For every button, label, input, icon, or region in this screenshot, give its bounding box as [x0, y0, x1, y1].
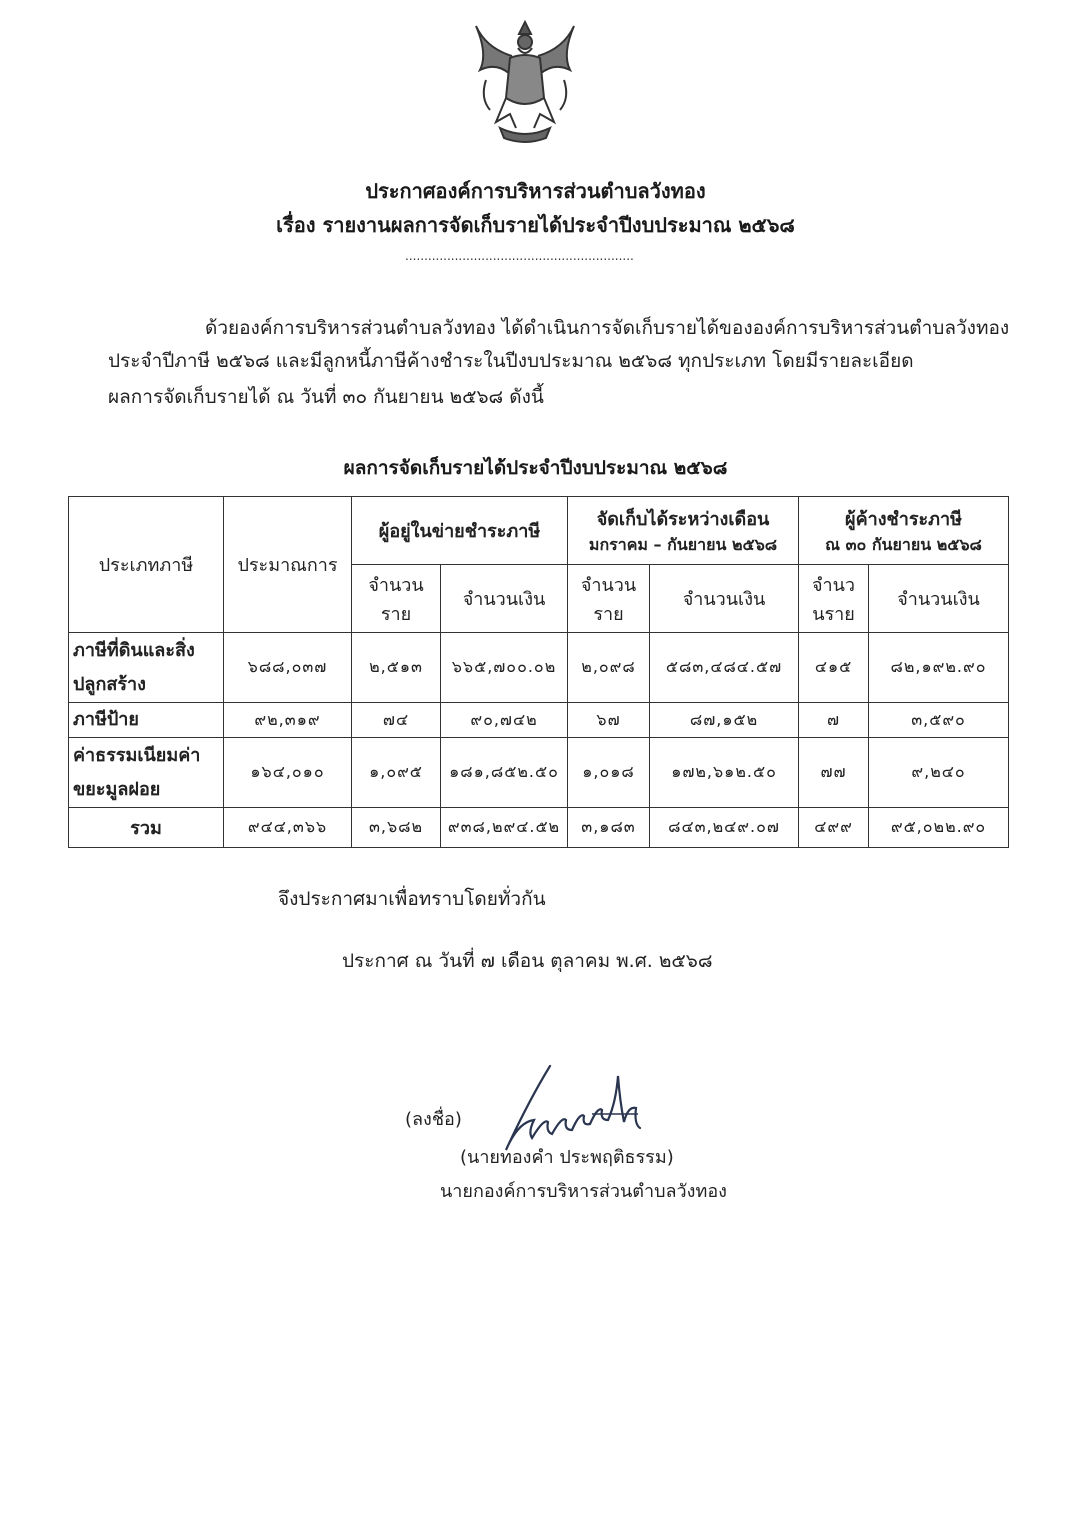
body-line-1: ด้วยองค์การบริหารส่วนตำบลวังทอง ได้ดำเนินการจัดเก็บรายได้ขององค์การบริหารส่วนตำบลวังทอง: [205, 317, 1010, 339]
revenue-table: [68, 496, 1009, 848]
row-due-count: ๔๑๕: [799, 633, 869, 703]
row-col-count: ๑,๐๑๘: [568, 738, 650, 808]
signature-label: (ลงชื่อ): [405, 1109, 462, 1130]
header-count-b-line2: ราย: [593, 603, 624, 625]
announcement-subject: เรื่อง รายงานผลการจัดเก็บรายได้ประจำปีงบประมาณ ๒๕๖๘: [276, 213, 795, 237]
table-row: [69, 703, 1009, 738]
row-due-amount: ๘๒,๑๙๒.๙๐: [869, 633, 1009, 703]
header-collected: [568, 497, 799, 565]
row-due-amount: ๓,๕๙๐: [869, 703, 1009, 738]
row-due-amount: ๙๕,๐๒๒.๙๐: [869, 808, 1009, 848]
row-net-amount: ๑๘๑,๘๕๒.๕๐: [441, 738, 568, 808]
header-count-c-line1: จำนว: [811, 574, 856, 596]
row-estimate: ๑๖๔,๐๑๐: [224, 738, 352, 808]
row-type: ภาษีที่ดินและสิ่งปลูกสร้าง: [69, 633, 224, 703]
row-col-amount: ๕๘๓,๔๘๔.๕๗: [650, 633, 799, 703]
row-estimate: ๙๒,๓๑๙: [224, 703, 352, 738]
header-overdue-line1: ผู้ค้างชำระภาษี: [845, 508, 962, 530]
row-due-count: ๗๗: [799, 738, 869, 808]
signatory-position: นายกองค์การบริหารส่วนตำบลวังทอง: [440, 1181, 727, 1202]
separator-dots: ............................................................: [405, 249, 634, 263]
row-net-amount: ๙๓๘,๒๙๔.๕๒: [441, 808, 568, 848]
announcement-date: ประกาศ ณ วันที่ ๗ เดือน ตุลาคม พ.ศ. ๒๕๖๘: [342, 950, 713, 972]
header-count-a-line1: จำนวน: [368, 574, 424, 596]
row-net-count: ๒,๕๑๓: [352, 633, 441, 703]
header-amount-c: จำนวนเงิน: [869, 565, 1009, 633]
header-collected-line2: มกราคม – กันยายน ๒๕๖๘: [588, 534, 778, 554]
header-overdue-line2: ณ ๓๐ กันยายน ๒๕๖๘: [825, 534, 982, 554]
table-row-total: [69, 808, 1009, 848]
row-due-count: ๔๙๙: [799, 808, 869, 848]
row-estimate: ๖๘๘,๐๓๗: [224, 633, 352, 703]
row-due-count: ๗: [799, 703, 869, 738]
table-row: [69, 633, 1009, 703]
row-net-count: ๓,๖๘๒: [352, 808, 441, 848]
header-collected-line1: จัดเก็บได้ระหว่างเดือน: [596, 508, 770, 530]
header-in-network: ผู้อยู่ในข่ายชำระภาษี: [352, 497, 568, 565]
row-estimate: ๙๔๔,๓๖๖: [224, 808, 352, 848]
header-overdue: [799, 497, 1009, 565]
row-net-count: ๗๔: [352, 703, 441, 738]
table-row: [69, 738, 1009, 808]
row-col-amount: ๘๔๓,๒๔๙.๐๗: [650, 808, 799, 848]
row-type: ภาษีป้าย: [69, 703, 224, 738]
header-estimate: ประมาณการ: [224, 497, 352, 633]
row-col-amount: ๘๗,๑๕๒: [650, 703, 799, 738]
signatory-name: (นายทองคำ ประพฤติธรรม): [460, 1147, 674, 1168]
closing-line-1: จึงประกาศมาเพื่อทราบโดยทั่วกัน: [278, 888, 546, 910]
header-tax-type: ประเภทภาษี: [69, 497, 224, 633]
row-col-amount: ๑๗๒,๖๑๒.๕๐: [650, 738, 799, 808]
header-count-a: [352, 565, 441, 633]
body-line-3: ผลการจัดเก็บรายได้ ณ วันที่ ๓๐ กันยายน ๒๕๖๘ ดังนี้: [108, 386, 544, 408]
row-type: รวม: [69, 808, 224, 848]
row-col-count: ๖๗: [568, 703, 650, 738]
header-amount-b: จำนวนเงิน: [650, 565, 799, 633]
row-net-amount: ๙๐,๗๔๒: [441, 703, 568, 738]
row-type: ค่าธรรมเนียมค่าขยะมูลฝอย: [69, 738, 224, 808]
garuda-emblem-icon: [466, 18, 584, 146]
header-count-c-line2: นราย: [812, 603, 855, 625]
announcement-title: ประกาศองค์การบริหารส่วนตำบลวังทอง: [365, 179, 706, 203]
row-net-count: ๑,๐๙๕: [352, 738, 441, 808]
header-amount-a: จำนวนเงิน: [441, 565, 568, 633]
body-line-2: ประจำปีภาษี ๒๕๖๘ และมีลูกหนี้ภาษีค้างชำระในปีงบประมาณ ๒๕๖๘ ทุกประเภท โดยมีรายละเอียด: [108, 350, 914, 372]
header-count-c: [799, 565, 869, 633]
row-due-amount: ๙,๒๔๐: [869, 738, 1009, 808]
table-title: ผลการจัดเก็บรายได้ประจำปีงบประมาณ ๒๕๖๘: [343, 457, 728, 479]
row-net-amount: ๖๖๕,๗๐๐.๐๒: [441, 633, 568, 703]
row-col-count: ๓,๑๘๓: [568, 808, 650, 848]
header-count-a-line2: ราย: [380, 603, 412, 625]
header-count-b-line1: จำนวน: [580, 574, 637, 596]
header-count-b: [568, 565, 650, 633]
row-col-count: ๒,๐๙๘: [568, 633, 650, 703]
